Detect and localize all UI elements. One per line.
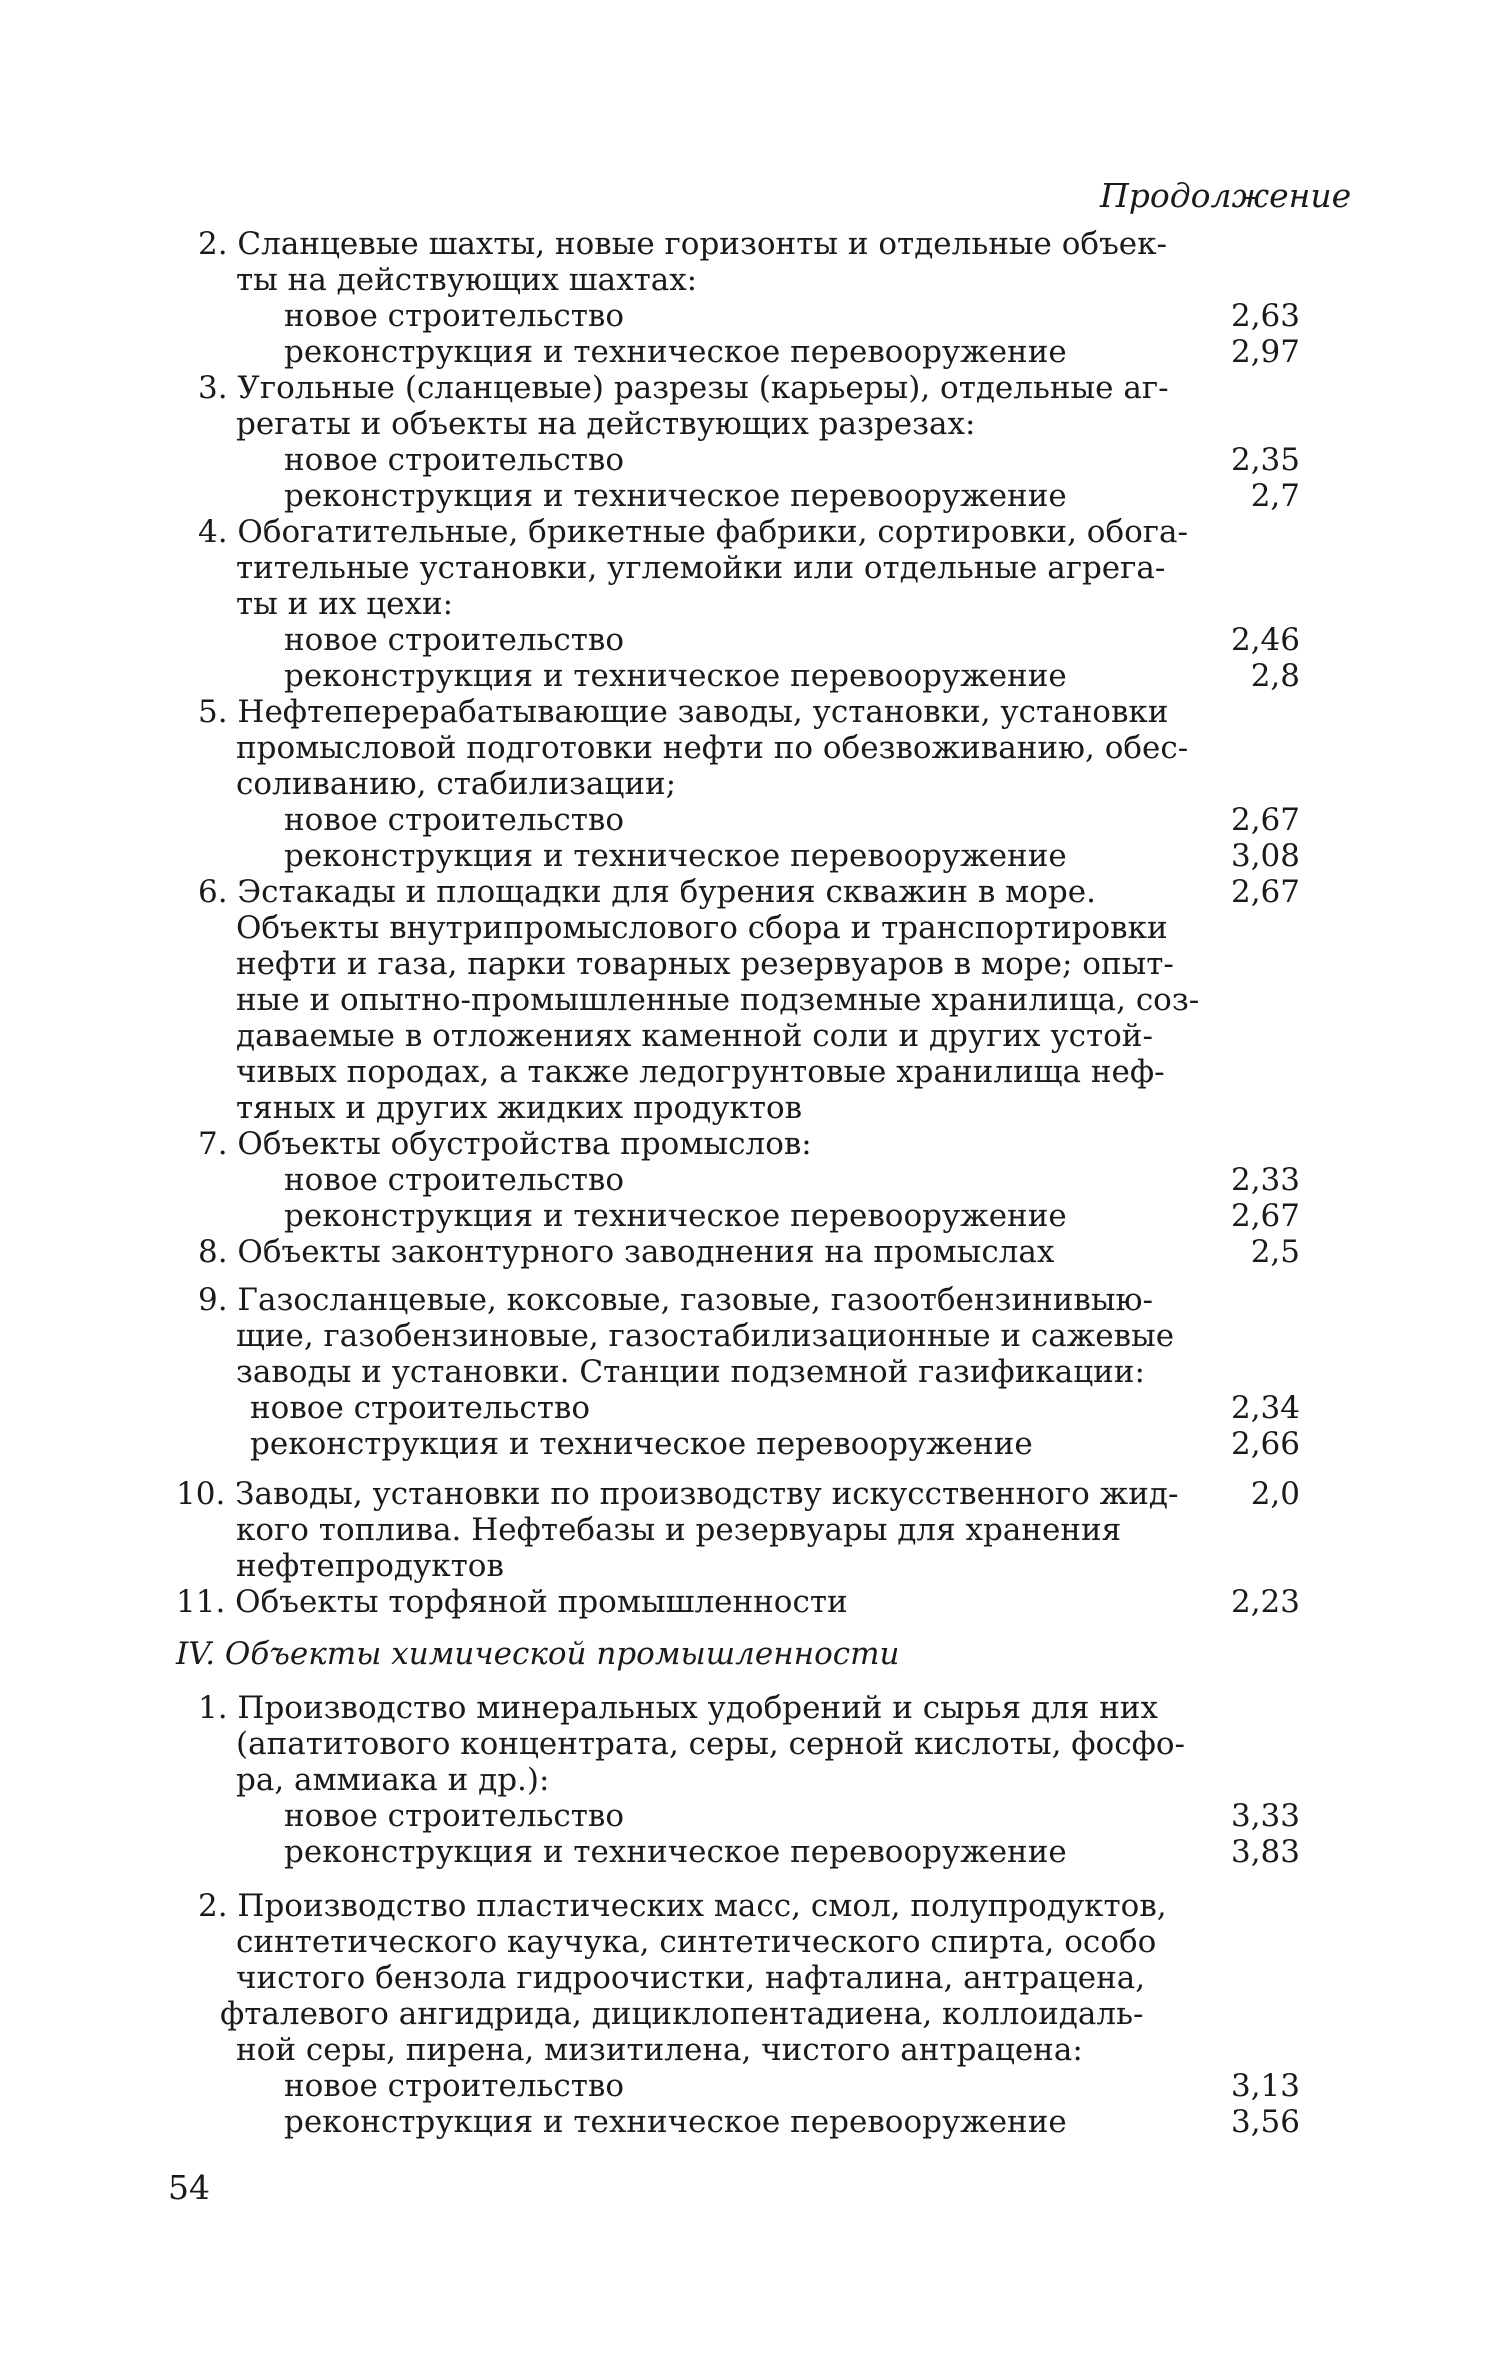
item-9-row-recon-label: реконструкция и техническое перевооружение bbox=[250, 1426, 1033, 1462]
item-5-line-1: 5. Нефтеперерабатывающие заводы, установки, установки bbox=[198, 694, 1169, 730]
chem-item-2-line-4: фталевого ангидрида, дициклопентадиена, коллоидаль- bbox=[220, 1996, 1144, 2032]
item-4-line-3: ты и их цехи: bbox=[236, 586, 454, 622]
item-3-line-2: регаты и объекты на действующих разрезах: bbox=[236, 406, 976, 442]
item-10-line-2: кого топлива. Нефтебазы и резервуары для хранения bbox=[236, 1512, 1122, 1548]
item-7-row-new-value: 2,33 bbox=[1230, 1162, 1300, 1198]
item-5-row-recon-label: реконструкция и техническое перевооружение bbox=[284, 838, 1067, 874]
chem-item-2-row-new-value: 3,13 bbox=[1230, 2068, 1300, 2104]
item-6-line-2: Объекты внутрипромыслового сбора и транспортировки bbox=[236, 910, 1168, 946]
item-4-line-2: тительные установки, углемойки или отдельные агрега- bbox=[236, 550, 1166, 586]
chem-item-2-line-1: 2. Производство пластических масс, смол, полупродуктов, bbox=[198, 1888, 1167, 1924]
item-2-row-new-label: новое строительство bbox=[284, 298, 625, 334]
chem-item-2-row-recon-value: 3,56 bbox=[1230, 2104, 1300, 2140]
item-6-line-3: нефти и газа, парки товарных резервуаров в море; опыт- bbox=[236, 946, 1174, 982]
item-3-row-recon-value: 2,7 bbox=[1250, 478, 1300, 514]
item-5-row-new-value: 2,67 bbox=[1230, 802, 1300, 838]
chem-item-2-line-5: ной серы, пирена, мизитилена, чистого антрацена: bbox=[236, 2032, 1083, 2068]
item-9-line-2: щие, газобензиновые, газостабилизационные и сажевые bbox=[236, 1318, 1175, 1354]
item-2-row-new-value: 2,63 bbox=[1230, 298, 1300, 334]
chem-item-1-row-recon-label: реконструкция и техническое перевооружение bbox=[284, 1834, 1067, 1870]
item-3-row-new-value: 2,35 bbox=[1230, 442, 1300, 478]
item-10-line-3: нефтепродуктов bbox=[236, 1548, 504, 1584]
item-8-value: 2,5 bbox=[1250, 1234, 1300, 1270]
item-9-line-1: 9. Газосланцевые, коксовые, газовые, газоотбензинивыю- bbox=[198, 1282, 1154, 1318]
item-7-line-1: 7. Объекты обустройства промыслов: bbox=[198, 1126, 812, 1162]
chem-item-2-line-3: чистого бензола гидроочистки, нафталина, антрацена, bbox=[236, 1960, 1146, 1996]
chem-item-2-line-2: синтетического каучука, синтетического спирта, особо bbox=[236, 1924, 1157, 1960]
item-9-row-recon-value: 2,66 bbox=[1230, 1426, 1300, 1462]
continuation-header: Продолжение bbox=[1100, 176, 1352, 215]
item-9-row-new-value: 2,34 bbox=[1230, 1390, 1300, 1426]
item-10-line-1: 10. Заводы, установки по производству искусственного жид- bbox=[176, 1476, 1179, 1512]
item-7-row-recon-label: реконструкция и техническое перевооружение bbox=[284, 1198, 1067, 1234]
item-6-line-1: 6. Эстакады и площадки для бурения скважин в море. bbox=[198, 874, 1096, 910]
item-6-line-5: даваемые в отложениях каменной соли и других устой- bbox=[236, 1018, 1153, 1054]
item-2-row-recon-label: реконструкция и техническое перевооружение bbox=[284, 334, 1067, 370]
item-8-line-1: 8. Объекты законтурного заводнения на промыслах bbox=[198, 1234, 1055, 1270]
chem-item-1-row-recon-value: 3,83 bbox=[1230, 1834, 1300, 1870]
item-6-value: 2,67 bbox=[1230, 874, 1300, 910]
item-5-row-recon-value: 3,08 bbox=[1230, 838, 1300, 874]
item-6-line-7: тяных и других жидких продуктов bbox=[236, 1090, 803, 1126]
item-4-row-new-label: новое строительство bbox=[284, 622, 625, 658]
item-7-row-new-label: новое строительство bbox=[284, 1162, 625, 1198]
chem-item-2-row-recon-label: реконструкция и техническое перевооружение bbox=[284, 2104, 1067, 2140]
section-heading: IV. Объекты химической промышленности bbox=[176, 1636, 900, 1672]
item-2-row-recon-value: 2,97 bbox=[1230, 334, 1300, 370]
item-5-line-2: промысловой подготовки нефти по обезвоживанию, обес- bbox=[236, 730, 1189, 766]
chem-item-1-line-1: 1. Производство минеральных удобрений и сырья для них bbox=[198, 1690, 1158, 1726]
chem-item-2-row-new-label: новое строительство bbox=[284, 2068, 625, 2104]
item-4-line-1: 4. Обогатительные, брикетные фабрики, сортировки, обога- bbox=[198, 514, 1188, 550]
item-11-line-1: 11. Объекты торфяной промышленности bbox=[176, 1584, 848, 1620]
chem-item-1-row-new-label: новое строительство bbox=[284, 1798, 625, 1834]
item-6-line-4: ные и опытно-промышленные подземные хранилища, соз- bbox=[236, 982, 1200, 1018]
item-5-line-3: соливанию, стабилизации; bbox=[236, 766, 677, 802]
item-11-value: 2,23 bbox=[1230, 1584, 1300, 1620]
item-10-value: 2,0 bbox=[1250, 1476, 1300, 1512]
item-7-row-recon-value: 2,67 bbox=[1230, 1198, 1300, 1234]
chem-item-1-line-3: ра, аммиака и др.): bbox=[236, 1762, 550, 1798]
item-3-row-recon-label: реконструкция и техническое перевооружение bbox=[284, 478, 1067, 514]
item-6-line-6: чивых породах, а также ледогрунтовые хранилища неф- bbox=[236, 1054, 1165, 1090]
item-9-row-new-label: новое строительство bbox=[250, 1390, 591, 1426]
item-4-row-recon-value: 2,8 bbox=[1250, 658, 1300, 694]
item-3-line-1: 3. Угольные (сланцевые) разрезы (карьеры), отдельные аг- bbox=[198, 370, 1169, 406]
item-2-line-1: 2. Сланцевые шахты, новые горизонты и отдельные объек- bbox=[198, 226, 1167, 262]
page-number: 54 bbox=[168, 2168, 210, 2207]
item-2-line-2: ты на действующих шахтах: bbox=[236, 262, 698, 298]
item-9-line-3: заводы и установки. Станции подземной газификации: bbox=[236, 1354, 1145, 1390]
item-5-row-new-label: новое строительство bbox=[284, 802, 625, 838]
chem-item-1-line-2: (апатитового концентрата, серы, серной кислоты, фосфо- bbox=[236, 1726, 1185, 1762]
chem-item-1-row-new-value: 3,33 bbox=[1230, 1798, 1300, 1834]
item-4-row-new-value: 2,46 bbox=[1230, 622, 1300, 658]
item-4-row-recon-label: реконструкция и техническое перевооружение bbox=[284, 658, 1067, 694]
item-3-row-new-label: новое строительство bbox=[284, 442, 625, 478]
